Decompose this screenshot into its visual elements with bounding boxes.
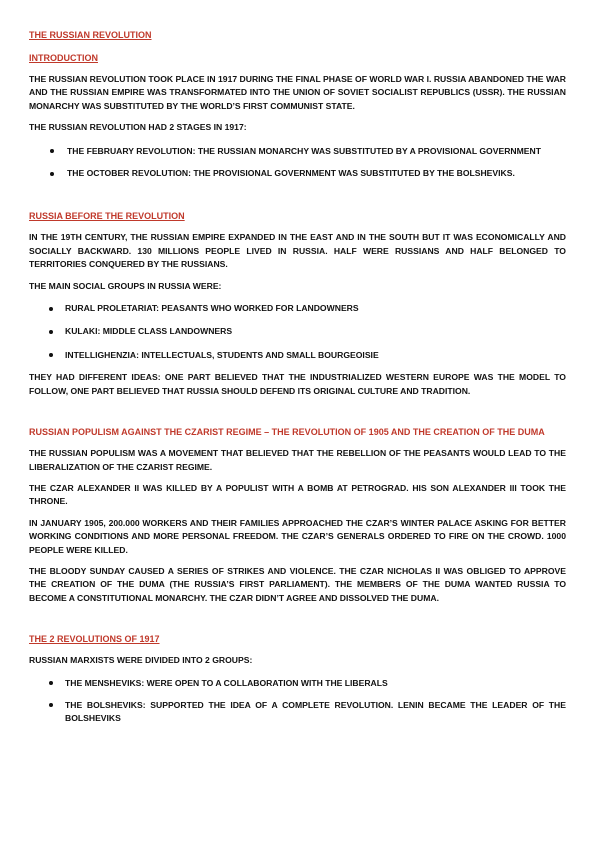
list-item-text: KULAKI: MIDDLE CLASS LANDOWNERS xyxy=(65,326,233,337)
list-item xyxy=(29,677,566,690)
bullet-icon xyxy=(49,681,53,685)
bullet-icon xyxy=(49,353,53,357)
list-item xyxy=(29,302,566,315)
list-item xyxy=(29,699,566,726)
list-item xyxy=(29,145,566,158)
paragraph: IN THE 19TH CENTURY, THE RUSSIAN EMPIRE EXPANDED IN THE EAST AND IN THE SOUTH BUT IT WAS ECONOMICALLY AND SOCIALLY BACKWARD. 130 MILLIONS PEOPLE LIVED IN RUSSIA. HALF WERE RUSSIANS AND HALF BELONGED TO TERRITORIES CONQUERED BY THE RUSSIANS. xyxy=(29,232,566,270)
list-item-text: THE BOLSHEVIKS: SUPPORTED THE IDEA OF A COMPLETE REVOLUTION. LENIN BECAME THE LEADER OF THE BOLSHEVIKS xyxy=(65,699,566,724)
paragraph: IN JANUARY 1905, 200.000 WORKERS AND THEIR FAMILIES APPROACHED THE CZAR’S WINTER PALACE ASKING FOR BETTER WORKING CONDITIONS AND MORE PERSONAL FREEDOM. THE CZAR’S GENERALS ORDERED TO FIRE ON THE CROWD. 1000 PEOPLE WERE KILLED. xyxy=(29,517,566,555)
paragraph: THE RUSSIAN REVOLUTION TOOK PLACE IN 1917 DURING THE FINAL PHASE OF WORLD WAR I. RUSSIA ABANDONED THE WAR AND THE RUSSIAN EMPIRE WAS TRANSFORMATED INTO THE UNION OF SOVIET SOCIALIST REPUBLICS (USSR). THE RUSSIAN MONARCHY WAS SUBSTITUTED BY THE WORLD’S FIRST COMMUNIST STATE. xyxy=(29,74,566,111)
document-body xyxy=(29,29,566,726)
bullet-icon xyxy=(49,703,53,707)
list-item-text: THE MENSHEVIKS: WERE OPEN TO A COLLABORATION WITH THE LIBERALS xyxy=(65,677,388,688)
bullet-icon xyxy=(50,149,54,153)
bullet-icon xyxy=(49,330,53,334)
section-heading-revolutions-1917: THE 2 REVOLUTIONS OF 1917 xyxy=(29,634,160,645)
list-item xyxy=(29,167,566,180)
paragraph: THEY HAD DIFFERENT IDEAS: ONE PART BELIEVED THAT THE INDUSTRIALIZED WESTERN EUROPE WAS THE MODEL TO FOLLOW, ONE PART BELIEVED THAT RUSSIA SHOULD DEFEND ITS ORIGINAL CULTURE AND TRADITION. xyxy=(29,372,566,396)
section-heading-populism: RUSSIAN POPULISM AGAINST THE CZARIST REGIME – THE REVOLUTION OF 1905 AND THE CREATION OF THE DUMA xyxy=(29,427,545,438)
list-item-text: THE FEBRUARY REVOLUTION: THE RUSSIAN MONARCHY WAS SUBSTITUTED BY A PROVISIONAL GOVERNMENT xyxy=(67,145,541,156)
section-heading-before-revolution: RUSSIA BEFORE THE REVOLUTION xyxy=(29,211,185,222)
paragraph: THE MAIN SOCIAL GROUPS IN RUSSIA WERE: xyxy=(29,280,222,291)
paragraph: THE BLOODY SUNDAY CAUSED A SERIES OF STRIKES AND VIOLENCE. THE CZAR NICHOLAS II WAS OBLIGED TO APPROVE THE CREATION OF THE DUMA (THE RUSSIA’S FIRST PARLIAMENT). THE MEMBERS OF THE DUMA WANTED RUSSIA TO BECOME A CONSTITUTIONAL MONARCHY. THE CZAR DIDN’T AGREE AND DISSOLVED THE DUMA. xyxy=(29,565,566,603)
bullet-list-social-groups xyxy=(29,302,566,362)
paragraph: THE CZAR ALEXANDER II WAS KILLED BY A POPULIST WITH A BOMB AT PETROGRAD. HIS SON ALEXANDER III TOOK THE THRONE. xyxy=(29,482,566,507)
document-title: THE RUSSIAN REVOLUTION xyxy=(29,30,152,40)
paragraph: RUSSIAN MARXISTS WERE DIVIDED INTO 2 GROUPS: xyxy=(29,655,253,666)
list-item-text: INTELLIGHENZIA: INTELLECTUALS, STUDENTS AND SMALL BOURGEOISIE xyxy=(65,349,379,360)
bullet-icon xyxy=(50,172,54,176)
bullet-list-marxist-groups xyxy=(29,677,566,726)
paragraph: THE RUSSIAN POPULISM WAS A MOVEMENT THAT BELIEVED THAT THE REBELLION OF THE PEASANTS WOULD LEAD TO THE LIBERALIZATION OF THE CZARIST REGIME. xyxy=(29,448,566,472)
list-item xyxy=(29,325,566,338)
bullet-icon xyxy=(49,307,53,311)
list-item xyxy=(29,349,566,362)
list-item-text: THE OCTOBER REVOLUTION: THE PROVISIONAL GOVERNMENT WAS SUBSTITUTED BY THE BOLSHEVIKS. xyxy=(67,168,515,179)
section-heading-introduction: INTRODUCTION xyxy=(29,53,98,63)
paragraph: THE RUSSIAN REVOLUTION HAD 2 STAGES IN 1917: xyxy=(29,122,247,133)
list-item-text: RURAL PROLETARIAT: PEASANTS WHO WORKED FOR LANDOWNERS xyxy=(65,303,359,314)
bullet-list-stages xyxy=(29,145,566,181)
